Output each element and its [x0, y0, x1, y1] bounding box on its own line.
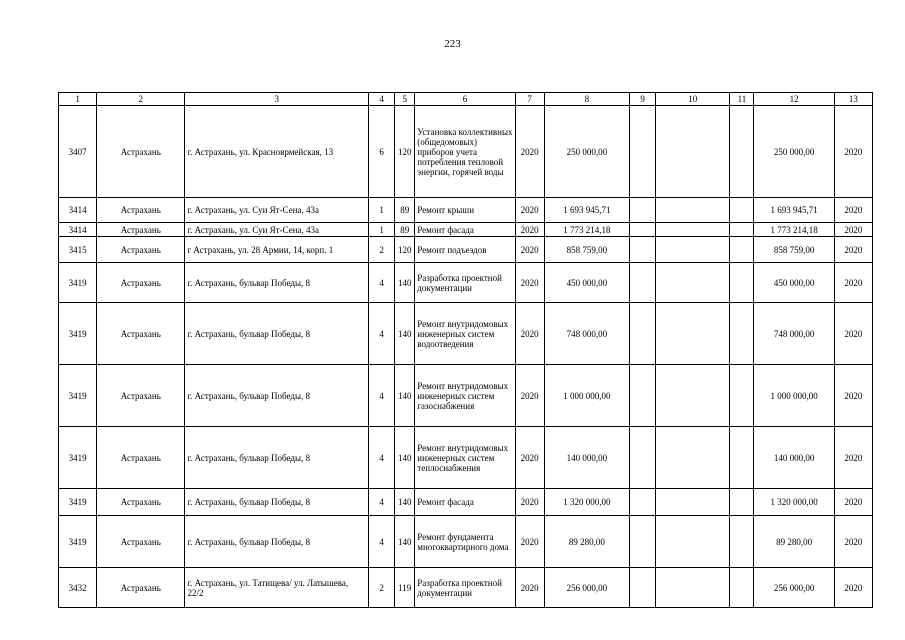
cell-col-10: [656, 365, 730, 427]
cell-col-11: [730, 303, 754, 365]
header-cell: 8: [544, 93, 629, 106]
header-cell: 2: [97, 93, 185, 106]
cell-end-year: 2020: [834, 223, 872, 237]
cell-municipality: Астрахань: [97, 106, 185, 198]
cell-year: 2020: [515, 303, 544, 365]
cell-col-10: [656, 489, 730, 516]
cell-col-10: [656, 263, 730, 303]
cell-col-9: [630, 303, 656, 365]
cell-cost: 140 000,00: [544, 427, 629, 489]
cell-municipality: Астрахань: [97, 303, 185, 365]
cell-address: г. Астрахань, ул. Татищева/ ул. Латышева, 22/2: [185, 568, 369, 608]
cell-address: г. Астрахань, бульвар Победы, 8: [185, 489, 369, 516]
page-number: 223: [444, 38, 461, 50]
header-cell: 7: [515, 93, 544, 106]
cell-year: 2020: [515, 489, 544, 516]
cell-cost: 858 759,00: [544, 237, 629, 263]
cell-col-11: [730, 516, 754, 568]
cell-year: 2020: [515, 365, 544, 427]
cell-cost: 450 000,00: [544, 263, 629, 303]
cell-address: г. Астрахань, ул. Красноврмейская, 13: [185, 106, 369, 198]
cell-total: 140 000,00: [754, 427, 834, 489]
cell-year: 2020: [515, 198, 544, 223]
cell-end-year: 2020: [834, 489, 872, 516]
cell-col-11: [730, 568, 754, 608]
repair-program-table: [58, 92, 873, 608]
cell-address: г. Астрахань, бульвар Победы, 8: [185, 516, 369, 568]
cell-col-4: 1: [369, 223, 395, 237]
cell-cost: 89 280,00: [544, 516, 629, 568]
header-row: [59, 93, 873, 106]
cell-work-type: Разработка проектной документации: [415, 568, 515, 608]
cell-col-9: [630, 106, 656, 198]
cell-col-5: 89: [395, 223, 415, 237]
cell-address: г. Астрахань, бульвар Победы, 8: [185, 303, 369, 365]
cell-work-type: Разработка проектной документации: [415, 263, 515, 303]
cell-object-id: 3419: [59, 516, 97, 568]
cell-col-10: [656, 106, 730, 198]
cell-col-11: [730, 198, 754, 223]
cell-address: г. Астрахань, ул. Суи Ят-Сена, 43а: [185, 198, 369, 223]
table-row: [59, 568, 873, 608]
cell-total: 250 000,00: [754, 106, 834, 198]
cell-object-id: 3407: [59, 106, 97, 198]
cell-col-4: 4: [369, 427, 395, 489]
cell-end-year: 2020: [834, 303, 872, 365]
cell-cost: 1 693 945,71: [544, 198, 629, 223]
cell-col-9: [630, 489, 656, 516]
cell-year: 2020: [515, 568, 544, 608]
cell-municipality: Астрахань: [97, 489, 185, 516]
cell-end-year: 2020: [834, 427, 872, 489]
cell-object-id: 3419: [59, 489, 97, 516]
cell-col-9: [630, 263, 656, 303]
cell-cost: 256 000,00: [544, 568, 629, 608]
cell-work-type: Ремонт внутридомовых инженерных систем газоснабжения: [415, 365, 515, 427]
cell-col-5: 140: [395, 365, 415, 427]
cell-address: г. Астрахань, бульвар Победы, 8: [185, 365, 369, 427]
cell-col-9: [630, 237, 656, 263]
cell-col-5: 89: [395, 198, 415, 223]
cell-object-id: 3414: [59, 198, 97, 223]
table-row: [59, 106, 873, 198]
cell-year: 2020: [515, 106, 544, 198]
cell-municipality: Астрахань: [97, 568, 185, 608]
cell-col-10: [656, 198, 730, 223]
cell-end-year: 2020: [834, 106, 872, 198]
header-cell: 6: [415, 93, 515, 106]
cell-col-9: [630, 516, 656, 568]
cell-work-type: Ремонт внутридомовых инженерных систем теплоснабжения: [415, 427, 515, 489]
cell-col-4: 2: [369, 568, 395, 608]
cell-col-4: 1: [369, 198, 395, 223]
cell-col-5: 120: [395, 237, 415, 263]
cell-col-4: 2: [369, 237, 395, 263]
table-row: [59, 516, 873, 568]
cell-col-11: [730, 489, 754, 516]
cell-cost: 748 000,00: [544, 303, 629, 365]
cell-work-type: Ремонт крыши: [415, 198, 515, 223]
cell-municipality: Астрахань: [97, 223, 185, 237]
header-cell: 11: [730, 93, 754, 106]
cell-work-type: Установка коллективных (общедомовых) приборов учета потребления тепловой энергии, горячей воды: [415, 106, 515, 198]
cell-col-10: [656, 223, 730, 237]
cell-col-11: [730, 263, 754, 303]
cell-work-type: Ремонт подъездов: [415, 237, 515, 263]
cell-work-type: Ремонт фундамента многоквартирного дома: [415, 516, 515, 568]
cell-end-year: 2020: [834, 263, 872, 303]
cell-address: г. Астрахань, ул. Суи Ят-Сена, 43а: [185, 223, 369, 237]
table-row: [59, 263, 873, 303]
cell-total: 1 773 214,18: [754, 223, 834, 237]
cell-col-4: 4: [369, 365, 395, 427]
cell-col-10: [656, 303, 730, 365]
cell-address: г. Астрахань, бульвар Победы, 8: [185, 427, 369, 489]
cell-total: 858 759,00: [754, 237, 834, 263]
cell-col-5: 140: [395, 303, 415, 365]
cell-total: 1 693 945,71: [754, 198, 834, 223]
cell-col-9: [630, 223, 656, 237]
cell-total: 89 280,00: [754, 516, 834, 568]
cell-col-4: 4: [369, 516, 395, 568]
cell-year: 2020: [515, 237, 544, 263]
cell-cost: 1 773 214,18: [544, 223, 629, 237]
cell-municipality: Астрахань: [97, 198, 185, 223]
cell-end-year: 2020: [834, 365, 872, 427]
header-cell: 10: [656, 93, 730, 106]
cell-col-5: 119: [395, 568, 415, 608]
cell-object-id: 3415: [59, 237, 97, 263]
cell-total: 748 000,00: [754, 303, 834, 365]
table-row: [59, 427, 873, 489]
cell-total: 1 000 000,00: [754, 365, 834, 427]
cell-col-5: 140: [395, 263, 415, 303]
cell-col-5: 120: [395, 106, 415, 198]
cell-address: г. Астрахань, бульвар Победы, 8: [185, 263, 369, 303]
cell-col-11: [730, 365, 754, 427]
cell-col-4: 4: [369, 303, 395, 365]
cell-year: 2020: [515, 516, 544, 568]
cell-col-4: 6: [369, 106, 395, 198]
cell-municipality: Астрахань: [97, 427, 185, 489]
cell-end-year: 2020: [834, 198, 872, 223]
cell-col-10: [656, 516, 730, 568]
cell-col-4: 4: [369, 263, 395, 303]
cell-cost: 1 320 000,00: [544, 489, 629, 516]
cell-end-year: 2020: [834, 237, 872, 263]
cell-col-9: [630, 427, 656, 489]
cell-municipality: Астрахань: [97, 237, 185, 263]
cell-object-id: 3432: [59, 568, 97, 608]
cell-work-type: Ремонт фасада: [415, 223, 515, 237]
cell-col-9: [630, 198, 656, 223]
table-row: [59, 223, 873, 237]
cell-col-5: 140: [395, 516, 415, 568]
cell-col-5: 140: [395, 427, 415, 489]
cell-total: 1 320 000,00: [754, 489, 834, 516]
cell-municipality: Астрахань: [97, 263, 185, 303]
cell-col-9: [630, 568, 656, 608]
table-row: [59, 489, 873, 516]
cell-municipality: Астрахань: [97, 365, 185, 427]
cell-work-type: Ремонт внутридомовых инженерных систем водоотведения: [415, 303, 515, 365]
cell-col-11: [730, 237, 754, 263]
cell-col-11: [730, 106, 754, 198]
cell-year: 2020: [515, 223, 544, 237]
cell-work-type: Ремонт фасада: [415, 489, 515, 516]
cell-end-year: 2020: [834, 516, 872, 568]
cell-col-4: 4: [369, 489, 395, 516]
cell-year: 2020: [515, 263, 544, 303]
cell-col-10: [656, 427, 730, 489]
header-cell: 3: [185, 93, 369, 106]
cell-col-10: [656, 568, 730, 608]
cell-year: 2020: [515, 427, 544, 489]
cell-cost: 1 000 000,00: [544, 365, 629, 427]
table-row: [59, 198, 873, 223]
cell-object-id: 3419: [59, 263, 97, 303]
header-cell: 12: [754, 93, 834, 106]
cell-object-id: 3414: [59, 223, 97, 237]
cell-col-5: 140: [395, 489, 415, 516]
cell-end-year: 2020: [834, 568, 872, 608]
cell-object-id: 3419: [59, 427, 97, 489]
header-cell: 9: [630, 93, 656, 106]
header-cell: 5: [395, 93, 415, 106]
cell-address: г Астрахань, ул. 28 Армии, 14, корп. 1: [185, 237, 369, 263]
cell-col-9: [630, 365, 656, 427]
cell-total: 256 000,00: [754, 568, 834, 608]
table-row: [59, 365, 873, 427]
cell-col-10: [656, 237, 730, 263]
header-cell: 13: [834, 93, 872, 106]
cell-object-id: 3419: [59, 303, 97, 365]
cell-col-11: [730, 427, 754, 489]
cell-col-11: [730, 223, 754, 237]
cell-object-id: 3419: [59, 365, 97, 427]
header-cell: 4: [369, 93, 395, 106]
table-row: [59, 237, 873, 263]
header-cell: 1: [59, 93, 97, 106]
table-row: [59, 303, 873, 365]
cell-cost: 250 000,00: [544, 106, 629, 198]
cell-total: 450 000,00: [754, 263, 834, 303]
cell-municipality: Астрахань: [97, 516, 185, 568]
